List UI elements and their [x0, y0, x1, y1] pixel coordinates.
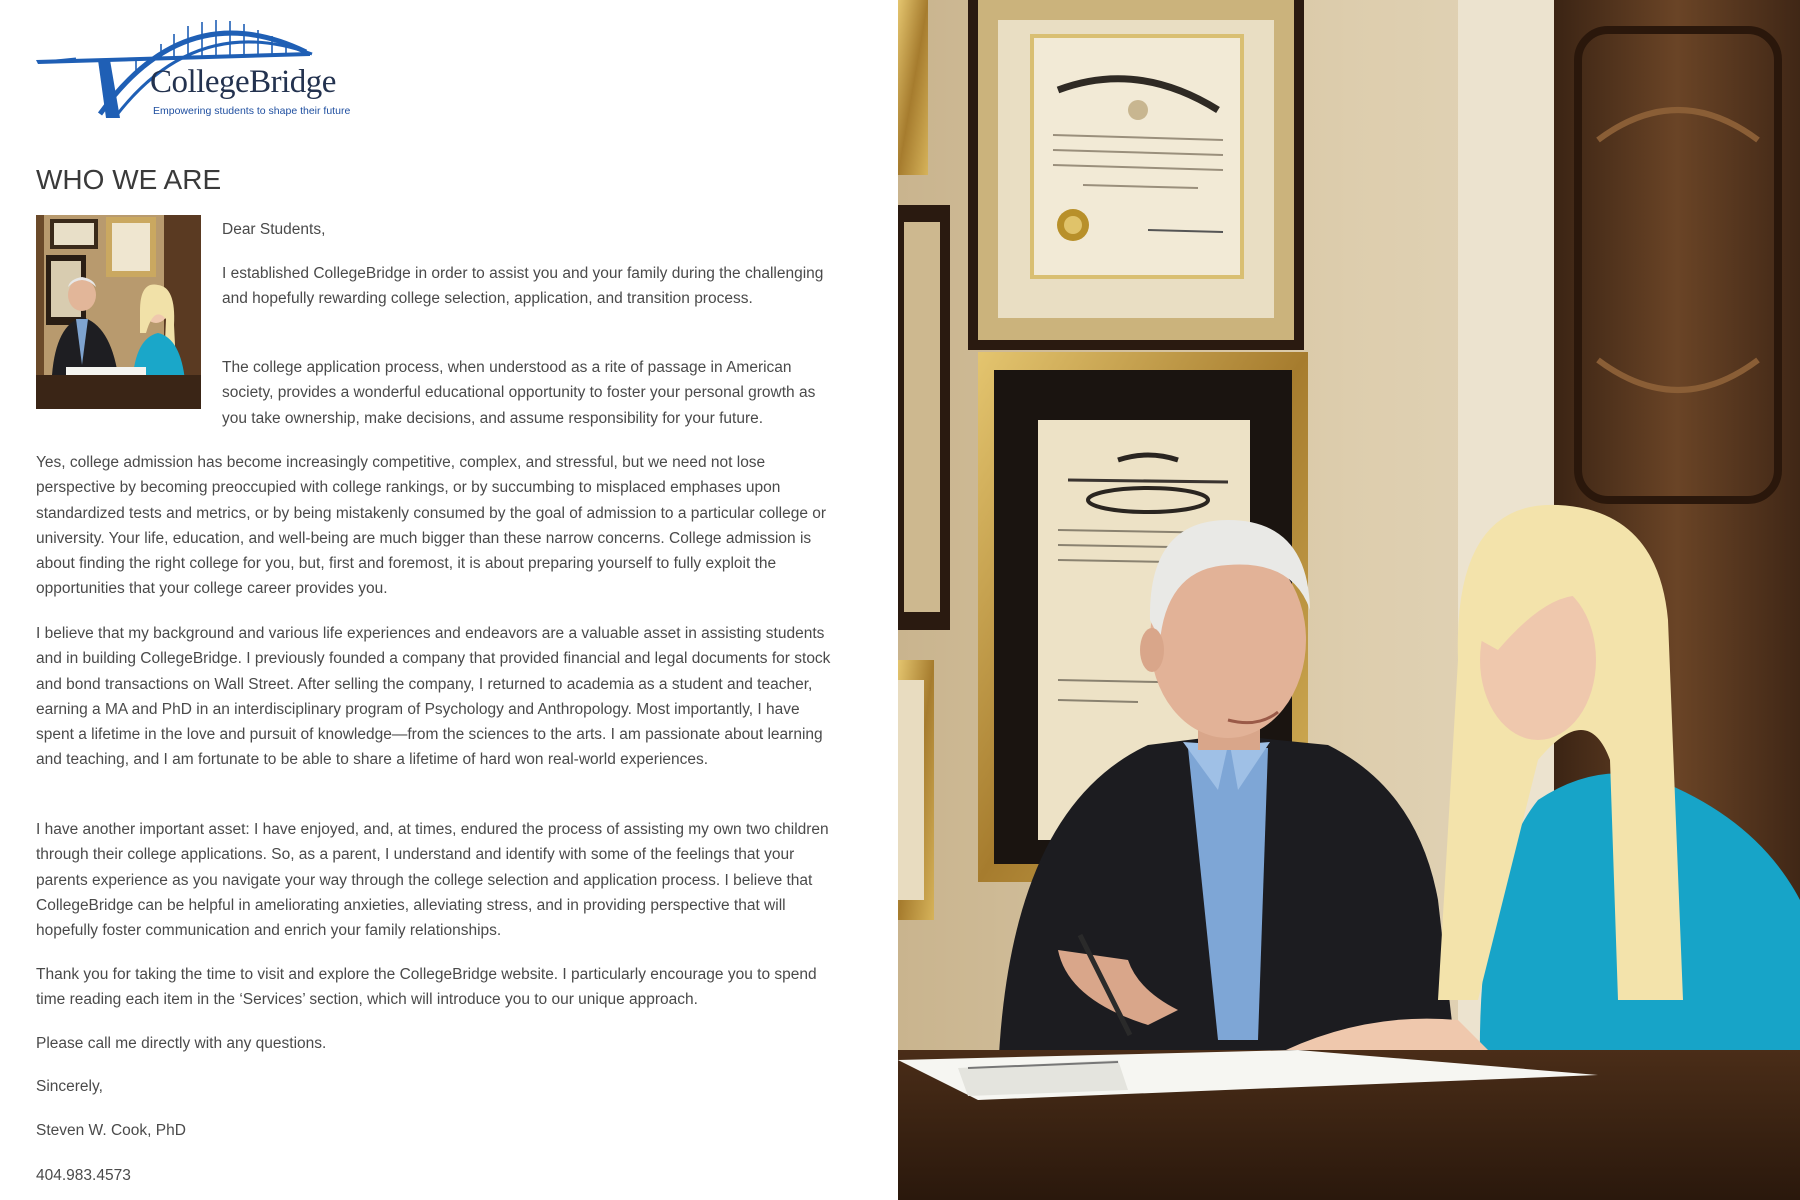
- letter-body: [0, 0, 898, 1200]
- letter-paragraph-5: I have another important asset: I have enjoyed, and, at times, endured the process of assisting my own two children through their college applications. So, as a parent, I understand and identify with some of the feelings that your parents experience as you navigate your way through the college selection and application process. I believe that CollegeBridge can be helpful in ameliorating anxieties, alleviating stress, and in providing perspective that will hopefully foster communication and enrich your family relationships.: [36, 821, 829, 940]
- letter-paragraph-1: I established CollegeBridge in order to assist you and your family during the challenging and hopefully rewarding college selection, application, and transition process.: [222, 265, 824, 308]
- letter-paragraph-3: Yes, college admission has become increasingly competitive, complex, and stressful, but we need not lose perspective by becoming preoccupied with college rankings, or by succumbing to misplaced emphases upon standardized tests and metrics, or by being mistakenly consumed by the goal of admission to a particular college or university. Your life, education, and well-being are much bigger than these narrow concerns. College admission is about finding the right college for you, but, first and foremost, it is about preparing yourself to fully exploit the opportunities that your college career provides you.: [36, 454, 827, 598]
- page-title: WHO WE ARE: [36, 164, 222, 195]
- letter-paragraph-4: I believe that my background and various life experiences and endeavors are a valuable asset in assisting students and in building CollegeBridge. I previously founded a company that provided financial and legal documents for stock and bond transactions on Wall Street. After selling the company, I returned to academia as a student and teacher, earning a MA and PhD in an interdisciplinary program of Psychology and Anthropology. Most importantly, I have spent a lifetime in the love and pursuit of knowledge—from the sciences to the arts. I am passionate about learning and teaching, and I am fortunate to be able to share a lifetime of hard won real-world experiences.: [36, 625, 831, 769]
- brand-tagline: Empowering students to shape their future: [153, 105, 351, 117]
- letter-greeting: Dear Students,: [222, 221, 326, 238]
- contact-phone[interactable]: 404.983.4573: [36, 1167, 131, 1184]
- letter-paragraph-6: Thank you for taking the time to visit and explore the CollegeBridge website. I particularly encourage you to spend time reading each item in the ‘Services’ section, which will introduce you to our unique approach.: [36, 966, 817, 1009]
- letter-paragraph-2: The college application process, when understood as a rite of passage in American society, provides a wonderful educational opportunity to foster your personal growth as you take ownership, make decisions, and assume responsibility for your future.: [222, 359, 816, 427]
- brand-name: CollegeBridge: [150, 64, 336, 100]
- consultation-photo: [898, 0, 1800, 1200]
- letter-signature: Steven W. Cook, PhD: [36, 1122, 186, 1139]
- left-content-panel: [0, 0, 898, 1200]
- letter-paragraph-7: Please call me directly with any questions.: [36, 1035, 327, 1052]
- letter-closing: Sincerely,: [36, 1078, 103, 1095]
